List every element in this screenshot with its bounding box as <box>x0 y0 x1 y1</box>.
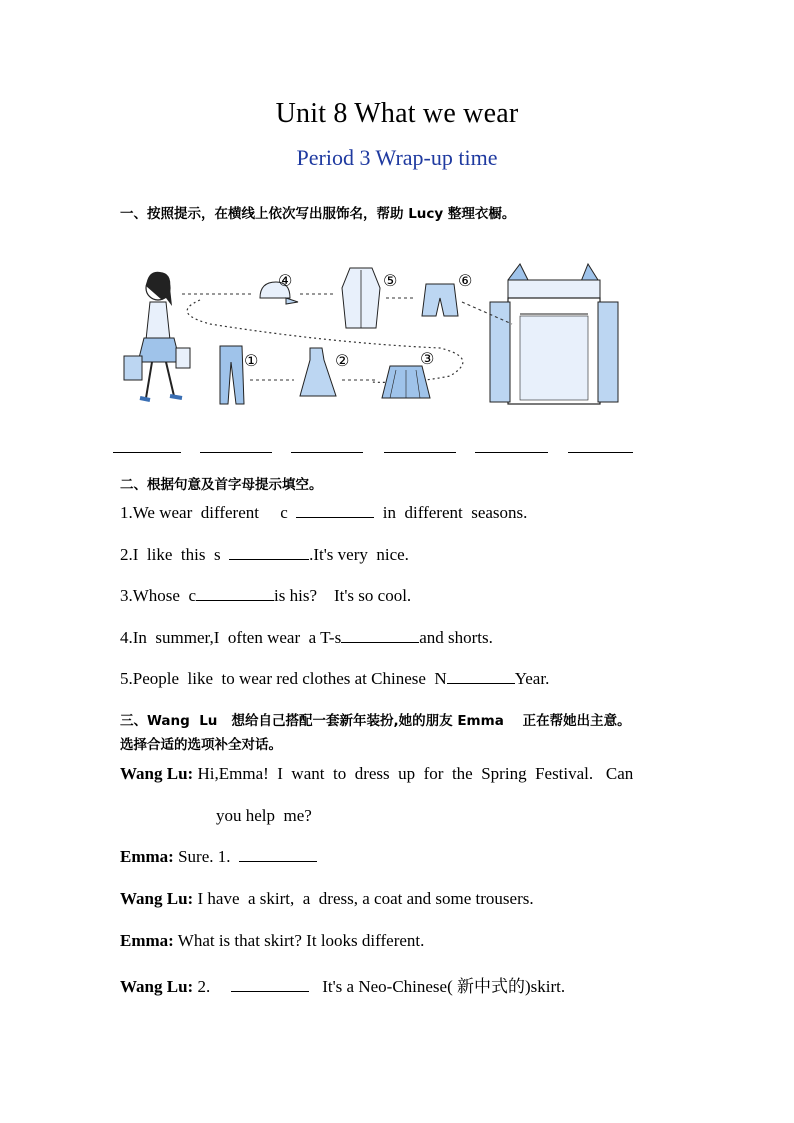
dialogue-text: What is that skirt? It looks different. <box>173 931 425 950</box>
question-5-text-end: Year. <box>514 669 550 688</box>
dialogue-blank-2[interactable] <box>231 990 309 992</box>
dialogue-text: I have a skirt, a dress, a coat and some trousers. <box>193 889 534 908</box>
dialogue-line-1 <box>120 764 633 784</box>
answer-line-4[interactable] <box>384 452 456 453</box>
section3-heading-line1: 三、Wang Lu 想给自己搭配一套新年装扮,她的朋友 Emma 正在帮她出主意。 <box>120 713 631 729</box>
dress-item <box>300 348 336 396</box>
dialogue-speaker: Emma: <box>120 847 174 866</box>
question-3-text-end: is his? It's so cool. <box>274 586 412 605</box>
question-5 <box>120 669 549 689</box>
question-4-text-end: and shorts. <box>419 628 493 647</box>
wardrobe-illustration <box>110 258 640 418</box>
page-subtitle: Period 3 Wrap-up time <box>296 145 498 170</box>
skirt-item <box>382 366 430 398</box>
question-1-text-end: in different seasons. <box>374 503 528 522</box>
marker-2: ② <box>335 351 350 370</box>
question-5-text: 5.People like to wear red clothes at Chinese N <box>120 669 447 688</box>
shorts-item <box>422 284 458 316</box>
marker-3: ③ <box>420 349 435 368</box>
dialogue-speaker: Wang Lu: <box>120 889 194 908</box>
section1-heading: 一、按照提示，在横线上依次写出服饰名，帮助 Lucy 整理衣橱。 <box>120 206 516 222</box>
marker-1: ① <box>244 351 259 370</box>
dialogue-line-1-cont <box>216 806 312 826</box>
dialogue-speaker: Wang Lu: <box>120 764 194 783</box>
coat-item <box>342 268 380 328</box>
question-4-blank[interactable] <box>341 641 419 643</box>
marker-6: ⑥ <box>458 271 473 290</box>
question-2 <box>120 545 409 565</box>
question-1-blank[interactable] <box>296 516 374 518</box>
dialogue-blank-1[interactable] <box>239 860 317 862</box>
wardrobe <box>490 264 618 404</box>
question-5-blank[interactable] <box>447 682 515 684</box>
question-2-text-end: .It's very nice. <box>309 545 409 564</box>
answer-line-3[interactable] <box>291 452 363 453</box>
marker-5: ⑤ <box>383 271 398 290</box>
dialogue-text: Hi,Emma! I want to dress up for the Spring Festival. Can <box>193 764 634 783</box>
dialogue-line-4 <box>120 931 424 951</box>
dialogue-speaker: Wang Lu: <box>120 977 194 996</box>
dialogue-text-end: It's a Neo-Chinese( 新中式的)skirt. <box>309 977 566 996</box>
answer-line-5[interactable] <box>475 452 548 453</box>
dialogue-line-3 <box>120 889 534 909</box>
question-3-text: 3.Whose c <box>120 586 197 605</box>
dialogue-speaker: Emma: <box>120 931 174 950</box>
question-4 <box>120 628 493 648</box>
dialogue-text: Sure. 1. <box>173 847 239 866</box>
question-2-text: 2.I like this s <box>120 545 230 564</box>
page-title: Unit 8 What we wear <box>275 98 519 129</box>
marker-4: ④ <box>278 271 293 290</box>
trousers-item <box>220 346 244 404</box>
dialogue-line-5 <box>120 972 565 997</box>
question-1-text: 1.We wear different c <box>120 503 297 522</box>
question-1 <box>120 503 527 523</box>
section3-heading-line2: 选择合适的选项补全对话。 <box>120 737 282 753</box>
dialogue-text: 2. <box>193 977 232 996</box>
girl-figure <box>124 272 190 400</box>
question-3-blank[interactable] <box>196 599 274 601</box>
question-3 <box>120 586 411 606</box>
section2-heading: 二、根据句意及首字母提示填空。 <box>120 477 323 493</box>
answer-line-1[interactable] <box>113 452 181 453</box>
answer-line-2[interactable] <box>200 452 272 453</box>
dialogue-text: you help me? <box>216 806 312 825</box>
dialogue-line-2 <box>120 847 317 867</box>
question-4-text: 4.In summer,I often wear a T-s <box>120 628 342 647</box>
answer-line-6[interactable] <box>568 452 633 453</box>
question-2-blank[interactable] <box>229 558 309 560</box>
